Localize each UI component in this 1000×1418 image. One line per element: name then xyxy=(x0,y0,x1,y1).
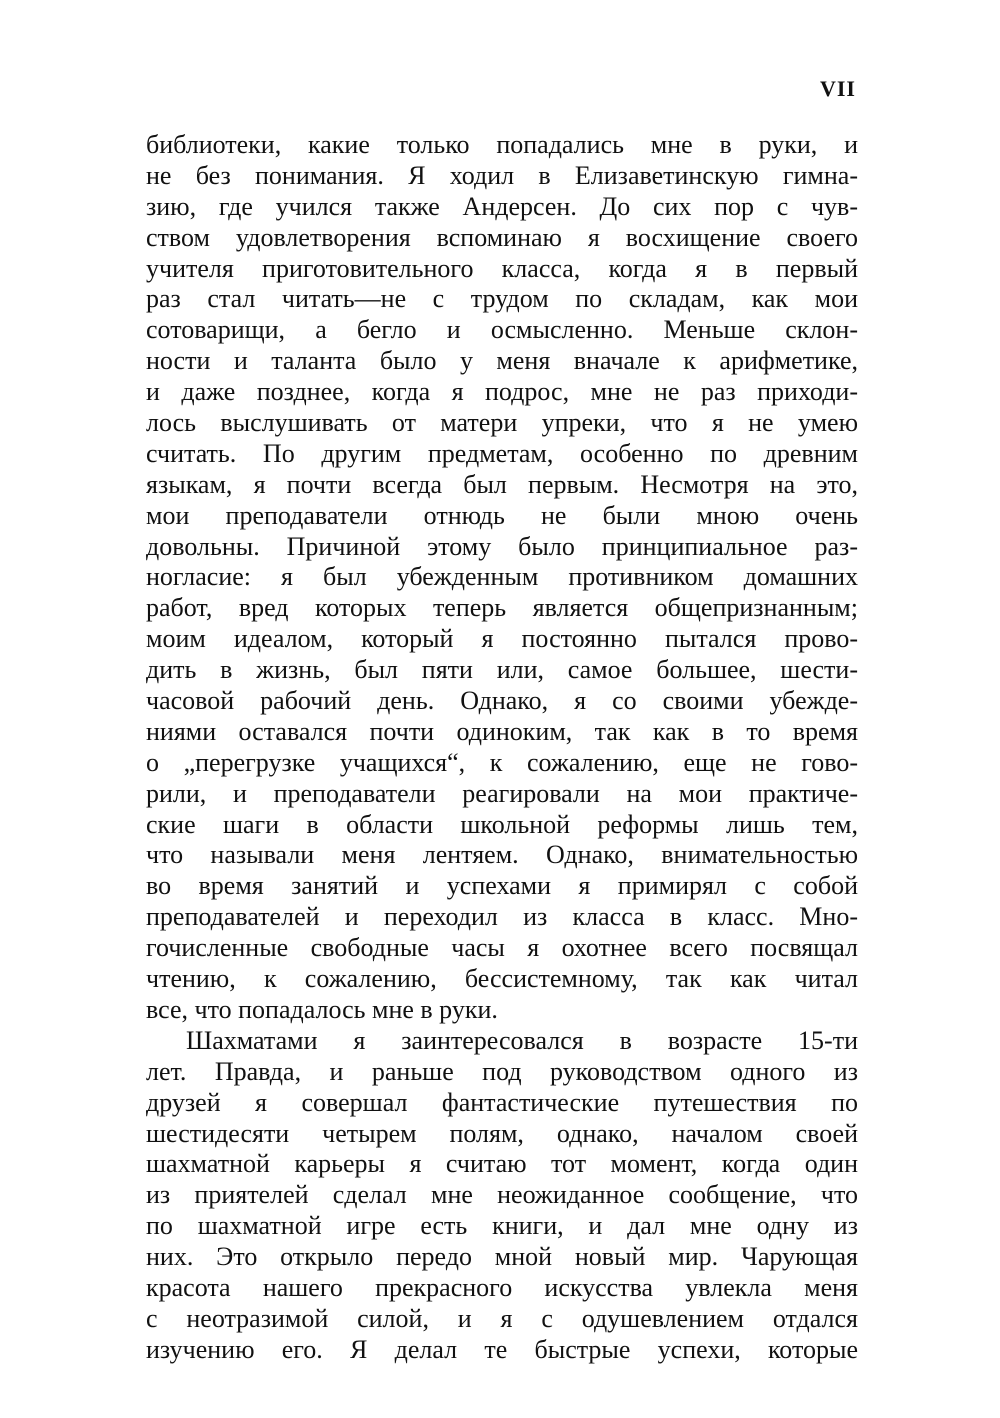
text-line: раз стал читать—не с трудом по складам, как мои xyxy=(146,284,858,314)
text-line: по шахматной игре есть книги, и дал мне одну из xyxy=(146,1211,858,1241)
text-line: ногласие: я был убежденным противником домашних xyxy=(146,562,858,592)
text-line: друзей я совершал фантастические путешествия по xyxy=(146,1087,858,1117)
text-line: считать. По другим предметам, особенно по древним xyxy=(146,438,858,468)
text-line: дить в жизнь, был пяти или, самое большее, шести- xyxy=(146,655,858,685)
text-line: лось выслушивать от матери упреки, что я не умею xyxy=(146,408,858,438)
text-line: о „перегрузке учащихся“, к сожалению, еще не гово- xyxy=(146,747,858,777)
text-line: сотоварищи, а бегло и осмысленно. Меньше склон- xyxy=(146,315,858,345)
text-line: ские шаги в области школьной реформы лишь тем, xyxy=(146,809,858,839)
text-line: библиотеки, какие только попадались мне в руки, и xyxy=(146,130,858,159)
text-line: зию, где учился также Андерсен. До сих пор с чув- xyxy=(146,191,858,221)
text-line: что называли меня лентяем. Однако, внимательностью xyxy=(146,840,858,870)
text-line: красота нашего прекрасного искусства увлекла меня xyxy=(146,1272,858,1302)
text-line: из приятелей сделал мне неожиданное сообщение, что xyxy=(146,1180,858,1210)
text-line: мои преподаватели отнюдь не были мною очень xyxy=(146,500,858,530)
text-line: не без понимания. Я ходил в Елизаветинскую гимна- xyxy=(146,160,858,190)
text-line: ности и таланта было у меня вначале к арифметике, xyxy=(146,346,858,376)
text-line: рили, и преподаватели реагировали на мои практиче- xyxy=(146,778,858,808)
text-line: ством удовлетворения вспоминаю я восхищение своего xyxy=(146,222,858,252)
text-line: шахматной карьеры я считаю тот момент, когда один xyxy=(146,1149,858,1179)
text-line: довольны. Причиной этому было принципиальное раз- xyxy=(146,531,858,561)
text-line: и даже позднее, когда я подрос, мне не раз приходи- xyxy=(146,377,858,407)
text-line: во время занятий и успехами я примирял с собой xyxy=(146,871,858,901)
text-line: лет. Правда, и раньше под руководством одного из xyxy=(146,1056,858,1086)
text-line: с неотразимой силой, и я с одушевлением отдался xyxy=(146,1303,858,1333)
text-line: часовой рабочий день. Однако, я со своими убежде- xyxy=(146,686,858,716)
text-line: преподавателей и переходил из класса в класс. Мно- xyxy=(146,902,858,932)
text-line: шестидесяти четырем полям, однако, началом своей xyxy=(146,1118,858,1148)
text-line: ниями оставался почти одиноким, так как в то время xyxy=(146,716,858,746)
paragraph-first-line: Шахматами я заинтересовался в возрасте 15-ти xyxy=(186,1025,858,1055)
text-line: них. Это открыло передо мной новый мир. Чарующая xyxy=(146,1242,858,1272)
text-line: учителя приготовительного класса, когда я в первый xyxy=(146,253,858,283)
body-text xyxy=(146,130,858,1366)
text-line: моим идеалом, который я постоянно пытался прово- xyxy=(146,624,858,654)
text-line: изучению его. Я делал те быстрые успехи, которые xyxy=(146,1334,858,1364)
page-number: VII xyxy=(819,76,856,101)
paragraph-last-line: все, что попадалось мне в руки. xyxy=(146,994,498,1024)
text-line: работ, вред которых теперь является общепризнанным; xyxy=(146,593,858,623)
text-line: языкам, я почти всегда был первым. Несмотря на это, xyxy=(146,469,858,499)
text-line: чтению, к сожалению, бессистемному, так как читал xyxy=(146,964,858,994)
text-line: гочисленные свободные часы я охотнее всего посвящал xyxy=(146,933,858,963)
